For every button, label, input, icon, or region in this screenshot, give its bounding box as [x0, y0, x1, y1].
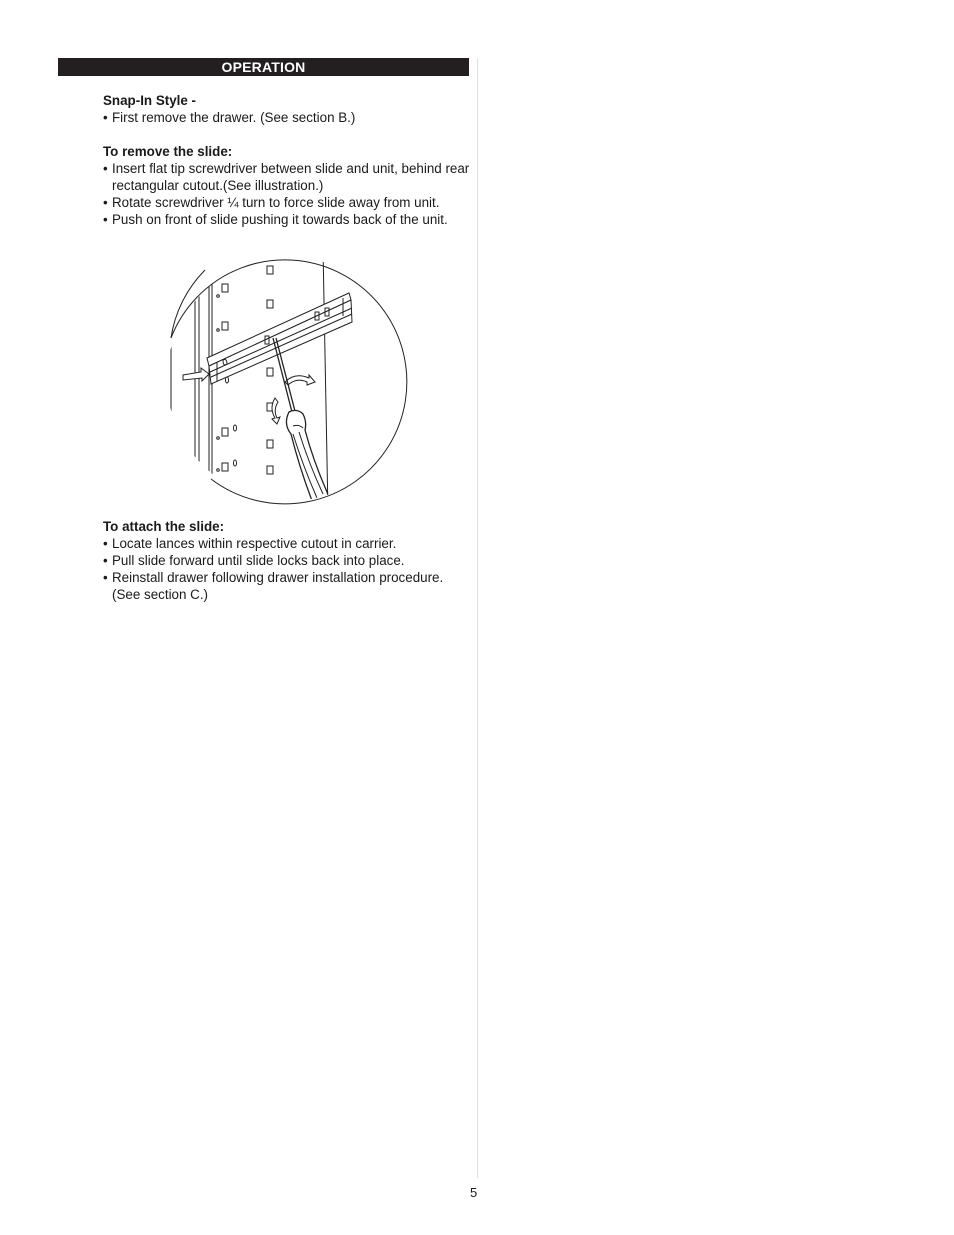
snap-in-block: [103, 92, 473, 126]
snap-in-bullet-1: • First remove the drawer. (See section B.): [103, 109, 473, 126]
remove-slide-bullet-3: • Push on front of slide pushing it towards back of the unit.: [103, 211, 473, 228]
attach-slide-bullet-2: • Pull slide forward until slide locks back into place.: [103, 552, 473, 569]
screwdriver-slide-removal-illustration: [165, 248, 413, 513]
remove-slide-bullet-1: • Insert flat tip screwdriver between slide and unit, behind rear rectangular cutout.(See illustration.): [103, 160, 473, 194]
attach-slide-bullet-3: • Reinstall drawer following drawer installation procedure. (See section C.): [103, 569, 473, 603]
remove-slide-title: To remove the slide:: [103, 144, 233, 159]
attach-slide-title: To attach the slide:: [103, 519, 225, 534]
section-header: OPERATION: [58, 58, 469, 76]
column-divider: [477, 58, 478, 1178]
remove-slide-block: [103, 143, 473, 228]
snap-in-title: Snap-In Style -: [103, 93, 197, 108]
attach-slide-block: [103, 518, 473, 603]
remove-slide-bullet-2: • Rotate screwdriver ¼ turn to force slide away from unit.: [103, 194, 473, 211]
attach-slide-bullet-1: • Locate lances within respective cutout in carrier.: [103, 535, 473, 552]
page-number: 5: [470, 1185, 478, 1200]
